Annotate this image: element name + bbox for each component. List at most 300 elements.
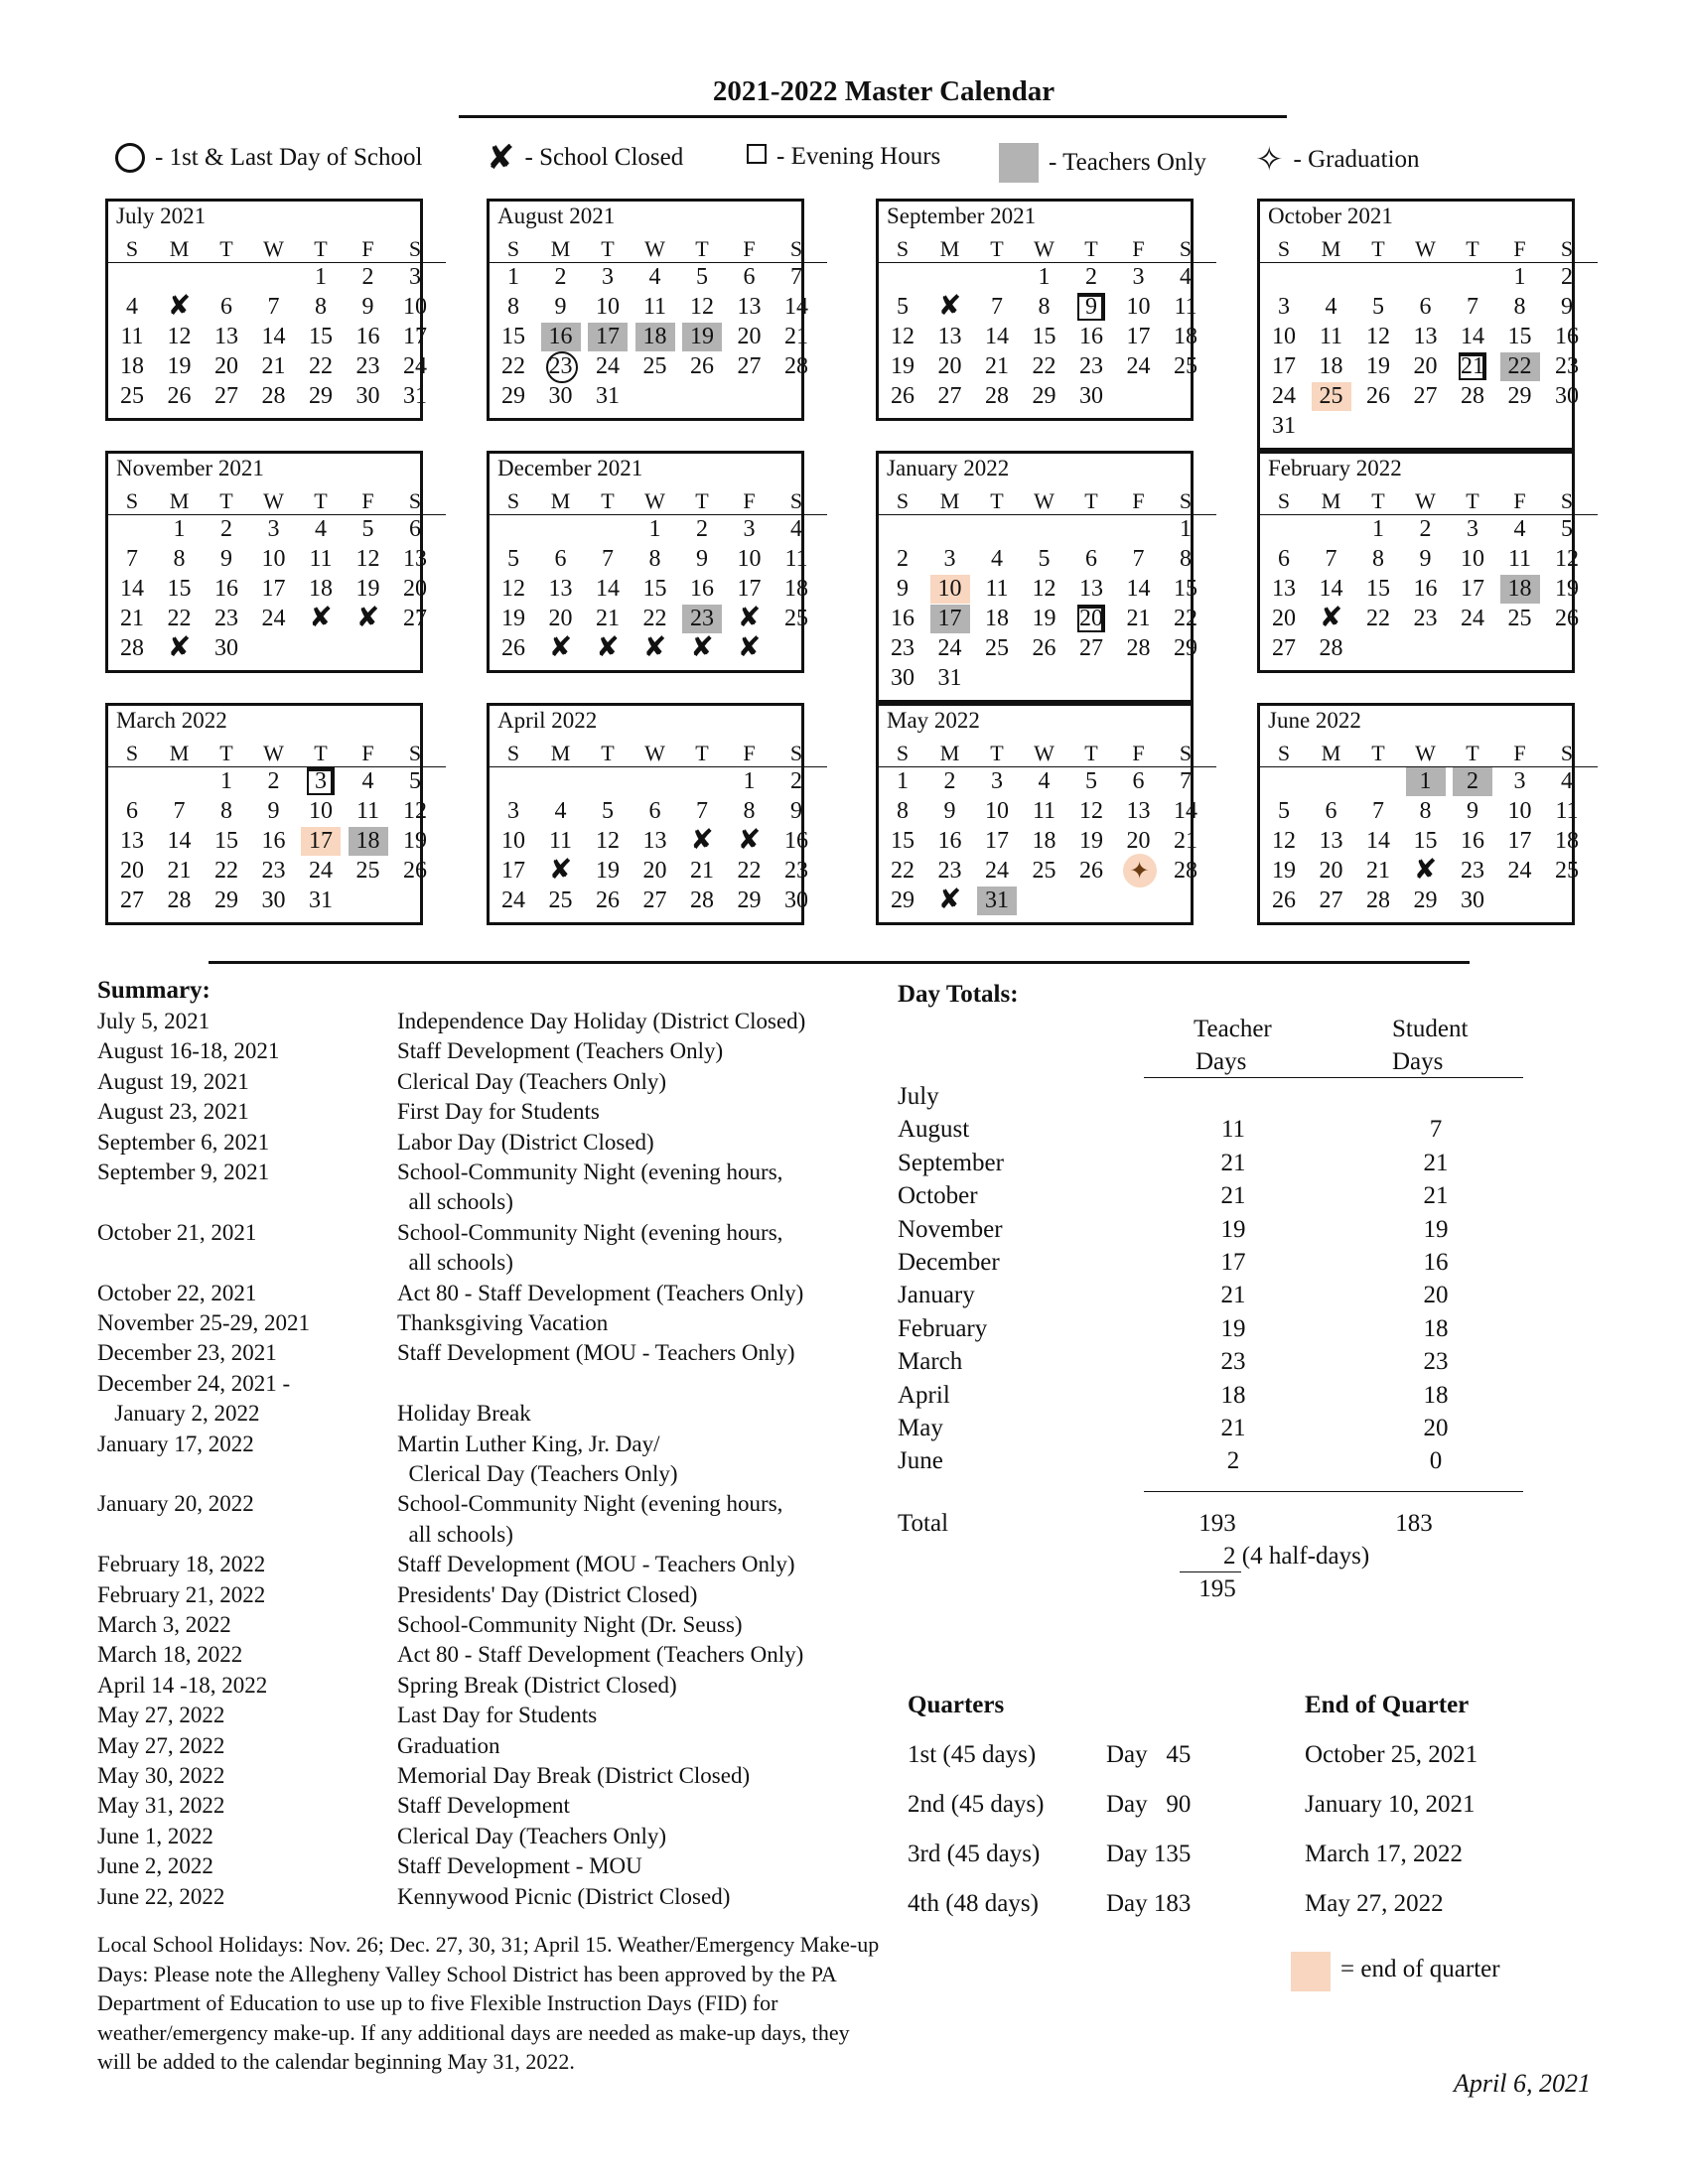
weekday-header: W — [263, 488, 284, 513]
day-number: 4 — [361, 768, 374, 794]
calendar-day — [776, 767, 816, 796]
day-number: 5 — [409, 768, 421, 794]
summary-description: Clerical Day (Teachers Only) — [397, 1068, 667, 1094]
day-number: 10 — [596, 294, 620, 320]
calendar-day — [1166, 575, 1205, 604]
calendar-day — [254, 382, 294, 411]
day-number: 9 — [943, 798, 956, 824]
calendar-day — [682, 352, 722, 381]
calendar-day — [1453, 857, 1492, 886]
calendar-day — [883, 887, 922, 915]
day-number: 17 — [309, 828, 333, 854]
day-number: 15 — [1174, 576, 1197, 602]
month-box — [876, 199, 1197, 421]
day-number: 4 — [1325, 294, 1337, 320]
day-number: 22 — [309, 353, 333, 379]
weekday-header: S — [789, 236, 803, 261]
day-number: 12 — [167, 324, 192, 349]
revision-date: April 6, 2021 — [1454, 2069, 1591, 2098]
day-number: 25 — [1174, 353, 1197, 379]
calendar-day — [1119, 263, 1159, 292]
calendar-day — [588, 352, 628, 381]
calendar-day — [541, 293, 581, 322]
day-number: 14 — [1366, 828, 1390, 854]
weekday-header: W — [263, 741, 284, 765]
calendar-day — [930, 382, 970, 411]
calendar-day — [1500, 293, 1540, 322]
calendar-day — [588, 263, 628, 292]
teacher-days-head-1: Teacher — [1194, 1016, 1272, 1042]
quarter-day: Day 183 — [1106, 1890, 1192, 1917]
calendar-day — [349, 263, 388, 292]
calendar-day — [160, 887, 200, 915]
totals-month: August — [898, 1116, 970, 1144]
calendar-day — [682, 515, 722, 544]
day-number: 23 — [891, 635, 914, 661]
calendar-day — [1071, 634, 1111, 663]
calendar-day — [635, 263, 675, 292]
calendar-day — [395, 797, 435, 826]
quarter-name: 1st (45 days) — [908, 1741, 1037, 1768]
calendar-day — [254, 323, 294, 351]
day-number: 9 — [897, 576, 909, 602]
calendar-day — [1406, 323, 1446, 351]
day-number: 15 — [891, 828, 914, 854]
day-number: 10 — [1461, 546, 1484, 572]
day-number: 18 — [642, 324, 667, 349]
day-number: 29 — [1507, 383, 1532, 409]
calendar-day — [1547, 293, 1587, 322]
calendar-day — [349, 827, 388, 856]
calendar-day — [776, 857, 816, 886]
calendar-day — [730, 797, 770, 826]
day-number: 19 — [690, 324, 714, 349]
calendar-day — [112, 382, 152, 411]
day-number: 11 — [1319, 324, 1343, 349]
summary-date: March 3, 2022 — [97, 1612, 231, 1637]
day-number: 11 — [1174, 294, 1197, 320]
day-number: 5 — [897, 294, 909, 320]
weekday-header: T — [1084, 236, 1098, 261]
weekday-header: T — [219, 741, 233, 765]
calendar-day — [541, 263, 581, 292]
calendar-day — [1025, 634, 1064, 663]
day-number: 27 — [1079, 635, 1103, 661]
legend-label: - 1st & Last Day of School — [155, 144, 423, 171]
calendar-day — [977, 605, 1017, 633]
day-number: 1 — [1372, 516, 1384, 542]
day-number: 28 — [261, 383, 286, 409]
weekday-header: M — [550, 488, 571, 513]
calendar-day — [1264, 412, 1304, 441]
day-number: 13 — [642, 828, 667, 854]
calendar-day — [207, 797, 246, 826]
calendar-day — [112, 545, 152, 574]
weekday-header: W — [1034, 236, 1055, 261]
calendar-day — [1547, 515, 1587, 544]
day-number: 28 — [784, 353, 808, 379]
summary-description: Staff Development (Teachers Only) — [397, 1038, 724, 1064]
weekday-header: T — [601, 236, 615, 261]
day-number: 16 — [214, 576, 238, 602]
day-number: 16 — [261, 828, 286, 854]
summary-date: May 27, 2022 — [97, 1703, 225, 1728]
calendar-day — [930, 605, 970, 633]
month-box — [876, 703, 1197, 925]
calendar-day — [207, 827, 246, 856]
calendar-day — [730, 767, 770, 796]
calendar-day — [112, 857, 152, 886]
day-number: 24 — [501, 887, 525, 913]
calendar-day — [1358, 293, 1398, 322]
day-number: 1 — [897, 768, 909, 794]
totals-student-days: 21 — [1423, 1182, 1449, 1210]
day-number: 19 — [891, 353, 914, 379]
day-number: 7 — [991, 294, 1003, 320]
day-number: 10 — [501, 828, 525, 854]
calendar-day — [1547, 605, 1587, 633]
totals-month: November — [898, 1215, 1003, 1243]
calendar-day — [883, 382, 922, 411]
day-number: 25 — [1555, 858, 1579, 884]
day-number: 20 — [937, 353, 962, 379]
calendar-day — [112, 797, 152, 826]
weekday-header: S — [408, 236, 422, 261]
day-number: 17 — [261, 576, 286, 602]
calendar-day — [254, 887, 294, 915]
calendar-day — [730, 823, 770, 856]
day-number: 14 — [1126, 576, 1151, 602]
calendar-day — [588, 857, 628, 886]
month-box — [105, 199, 427, 421]
calendar-day — [1071, 382, 1111, 411]
end-of-quarter-swatch — [1291, 1952, 1331, 1991]
day-number: 16 — [1555, 324, 1579, 349]
calendar-day — [1025, 575, 1064, 604]
calendar-day — [349, 767, 388, 796]
calendar-day — [254, 767, 294, 796]
day-number: 7 — [602, 546, 614, 572]
day-number: 23 — [1079, 353, 1103, 379]
calendar-day — [1119, 767, 1159, 796]
month-name: October 2021 — [1268, 204, 1393, 228]
day-number: 21 — [784, 324, 808, 349]
calendar-day — [1500, 797, 1540, 826]
calendar-day — [1500, 575, 1540, 604]
calendar-day — [977, 857, 1017, 886]
day-number: 6 — [1132, 768, 1145, 794]
calendar-day — [930, 545, 970, 574]
day-number: 6 — [409, 516, 421, 542]
day-number: 14 — [261, 324, 286, 349]
weekday-header: T — [1084, 488, 1098, 513]
calendar-day — [635, 575, 675, 604]
day-number: 13 — [403, 546, 427, 572]
day-number: 18 — [1319, 353, 1343, 379]
school-closed-x-icon: ✘ — [1413, 853, 1438, 886]
calendar-day — [207, 857, 246, 886]
day-number: 11 — [548, 828, 573, 854]
day-number: 20 — [1272, 606, 1296, 631]
summary-description: Spring Break (District Closed) — [397, 1672, 677, 1698]
calendar-day — [1500, 545, 1540, 574]
day-number: 7 — [1180, 768, 1192, 794]
calendar-day — [493, 352, 533, 381]
weekday-header: T — [695, 236, 709, 261]
calendar-day — [1358, 352, 1398, 381]
summary-description: Clerical Day (Teachers Only) — [397, 1823, 667, 1848]
calendar-day — [730, 887, 770, 915]
calendar-day — [112, 887, 152, 915]
day-number: 18 — [309, 576, 333, 602]
calendar-day — [1071, 797, 1111, 826]
calendar-day — [541, 853, 581, 886]
legend-label: - School Closed — [524, 144, 684, 171]
day-number: 30 — [1079, 383, 1103, 409]
page-title: 2021-2022 Master Calendar — [712, 75, 1055, 107]
day-number: 28 — [1174, 858, 1197, 884]
weekday-header: F — [743, 488, 756, 513]
calendar-day — [588, 323, 628, 351]
day-number: 13 — [120, 828, 144, 854]
calendar-day — [883, 605, 922, 633]
calendar-day — [493, 827, 533, 856]
calendar-day — [1025, 767, 1064, 796]
day-number: 13 — [737, 294, 762, 320]
calendar-day — [883, 767, 922, 796]
calendar-day — [254, 545, 294, 574]
day-number: 15 — [167, 576, 192, 602]
calendar-day — [682, 857, 722, 886]
calendar-day — [930, 857, 970, 886]
calendar-day — [1500, 323, 1540, 351]
day-number: 14 — [120, 576, 144, 602]
day-number: 8 — [220, 798, 232, 824]
totals-month: February — [898, 1314, 988, 1342]
day-number: 10 — [937, 576, 962, 602]
month-box — [105, 451, 427, 673]
day-number: 31 — [403, 383, 427, 409]
calendar-day — [112, 605, 152, 633]
day-number: 5 — [507, 546, 519, 572]
calendar-day — [1166, 515, 1205, 544]
calendar-day — [776, 575, 816, 604]
summary-date: January 17, 2022 — [97, 1431, 254, 1456]
day-number: 11 — [985, 576, 1009, 602]
day-number: 25 — [1319, 383, 1343, 409]
calendar-day — [682, 605, 722, 633]
day-number: 1 — [173, 516, 186, 542]
calendar-day — [1025, 382, 1064, 411]
calendar-day — [395, 767, 435, 796]
day-number: 1 — [1513, 264, 1526, 290]
day-number: 7 — [1372, 798, 1384, 824]
day-number: 2 — [1561, 264, 1573, 290]
day-number: 24 — [985, 858, 1009, 884]
day-number: 30 — [891, 665, 914, 691]
month-name: February 2022 — [1268, 456, 1402, 480]
summary-description: Clerical Day (Teachers Only) — [397, 1461, 678, 1486]
day-number: 12 — [1079, 798, 1103, 824]
summary-date: January 20, 2022 — [97, 1491, 254, 1517]
summary-note: Local School Holidays: Nov. 26; Dec. 27, 30, 31; April 15. Weather/Emergency Make-up Days: Please note the Allegheny Valley School District has been approved by the PA Department of Education to use up to five Flexible Instruction Days (FID) for weather/emergency make-up. If any additional days are needed as make-up days, they will be added to the calendar beginning May 31, 2022. — [97, 1932, 880, 2074]
day-number: 22 — [1366, 606, 1390, 631]
weekday-header: T — [695, 488, 709, 513]
day-number: 8 — [1180, 546, 1192, 572]
day-number: 23 — [1461, 858, 1484, 884]
day-number: 13 — [937, 324, 962, 349]
weekday-header: T — [990, 741, 1004, 765]
day-number: 11 — [355, 798, 380, 824]
calendar-day — [1264, 293, 1304, 322]
day-number: 25 — [1032, 858, 1056, 884]
calendar-day — [493, 323, 533, 351]
day-number: 20 — [403, 576, 427, 602]
day-number: 24 — [403, 353, 427, 379]
summary-description: School-Community Night (evening hours, — [397, 1491, 783, 1517]
calendar-day — [635, 352, 675, 381]
summary-description: Act 80 - Staff Development (Teachers Only) — [397, 1280, 804, 1305]
weekday-header: M — [1321, 488, 1341, 513]
day-number: 29 — [1413, 887, 1438, 913]
calendar-day — [635, 293, 675, 322]
day-number: 30 — [355, 383, 380, 409]
day-number: 5 — [1372, 294, 1384, 320]
calendar-day — [776, 293, 816, 322]
calendar-day — [730, 630, 770, 663]
calendar-day — [1406, 797, 1446, 826]
day-number: 6 — [126, 798, 138, 824]
day-number: 21 — [690, 858, 714, 884]
calendar-day — [207, 323, 246, 351]
calendar-day — [301, 323, 341, 351]
day-number: 21 — [1461, 353, 1484, 379]
day-number: 11 — [784, 546, 808, 572]
calendar-day — [1166, 605, 1205, 633]
calendar-day — [682, 630, 722, 663]
total-label: Total — [898, 1510, 949, 1537]
month-box — [487, 199, 808, 421]
day-number: 10 — [737, 546, 762, 572]
calendar-day — [883, 857, 922, 886]
day-number: 2 — [790, 768, 802, 794]
weekday-header: W — [1415, 741, 1436, 765]
summary-description: all schools) — [397, 1521, 513, 1547]
calendar-day — [1312, 601, 1351, 633]
day-number: 16 — [784, 828, 808, 854]
day-number: 27 — [642, 887, 667, 913]
day-number: 29 — [501, 383, 525, 409]
weekday-header: F — [1513, 488, 1526, 513]
calendar-day — [1358, 605, 1398, 633]
day-number: 15 — [309, 324, 333, 349]
weekday-header: S — [1277, 741, 1291, 765]
calendar-day — [254, 293, 294, 322]
day-number: 3 — [409, 264, 421, 290]
school-closed-x-icon: ✘ — [737, 601, 762, 633]
calendar-day — [1453, 323, 1492, 351]
calendar-day — [1166, 352, 1205, 381]
day-number: 27 — [403, 606, 427, 631]
month-name: June 2022 — [1268, 708, 1361, 733]
calendar-day — [1264, 382, 1304, 411]
weekday-header: T — [1466, 236, 1479, 261]
calendar-day — [1547, 323, 1587, 351]
day-number: 24 — [937, 635, 962, 661]
quarter-day: Day 135 — [1106, 1841, 1192, 1867]
day-number: 3 — [1513, 768, 1526, 794]
day-number: 31 — [937, 665, 962, 691]
day-number: 7 — [790, 264, 802, 290]
summary-date: March 18, 2022 — [97, 1642, 243, 1668]
calendar-day — [160, 857, 200, 886]
calendar-day — [301, 797, 341, 826]
calendar-day — [1166, 545, 1205, 574]
day-number: 7 — [267, 294, 280, 320]
calendar-day — [1119, 827, 1159, 856]
day-number: 8 — [648, 546, 661, 572]
weekday-header: T — [1466, 741, 1479, 765]
day-number: 4 — [648, 264, 661, 290]
legend-evening — [747, 143, 940, 171]
weekday-header: W — [1415, 236, 1436, 261]
summary-date: September 9, 2021 — [97, 1160, 270, 1184]
month-box — [487, 703, 808, 925]
day-number: 21 — [120, 606, 144, 631]
day-number: 10 — [985, 798, 1009, 824]
day-number: 26 — [403, 858, 427, 884]
calendar-day — [493, 293, 533, 322]
day-number: 19 — [355, 576, 380, 602]
weekday-header: S — [1560, 488, 1574, 513]
weekday-header: F — [361, 741, 374, 765]
day-number: 23 — [548, 353, 573, 379]
summary-description: Thanksgiving Vacation — [397, 1310, 609, 1335]
calendar-day — [977, 323, 1017, 351]
day-number: 22 — [1174, 606, 1197, 631]
weekday-header: S — [506, 488, 520, 513]
day-number: 17 — [737, 576, 762, 602]
day-number: 14 — [596, 576, 620, 602]
calendar-day — [977, 767, 1017, 796]
day-number: 2 — [267, 768, 280, 794]
calendar-day — [776, 323, 816, 351]
star-icon: ✧ — [1255, 140, 1284, 180]
weekday-header: F — [1132, 236, 1145, 261]
weekday-header: S — [506, 741, 520, 765]
summary-date: December 24, 2021 - — [97, 1370, 291, 1396]
totals-month: March — [898, 1348, 963, 1376]
day-number: 28 — [690, 887, 714, 913]
calendar-day — [112, 352, 152, 381]
day-number: 8 — [1038, 294, 1051, 320]
calendar-day — [635, 827, 675, 856]
day-number: 19 — [1032, 606, 1056, 631]
calendar-day — [1166, 797, 1205, 826]
calendar-day — [682, 797, 722, 826]
calendar-day — [493, 634, 533, 663]
calendar-day — [1406, 352, 1446, 381]
day-number: 13 — [1272, 576, 1296, 602]
day-number: 15 — [501, 324, 525, 349]
quarters-heading: Quarters — [908, 1692, 1005, 1718]
weekday-header: S — [789, 488, 803, 513]
day-number: 11 — [1507, 546, 1532, 572]
calendar-day — [1406, 382, 1446, 411]
calendar-day — [1025, 605, 1064, 633]
quarter-end-date: May 27, 2022 — [1305, 1890, 1444, 1917]
summary-description: Graduation — [397, 1732, 500, 1758]
